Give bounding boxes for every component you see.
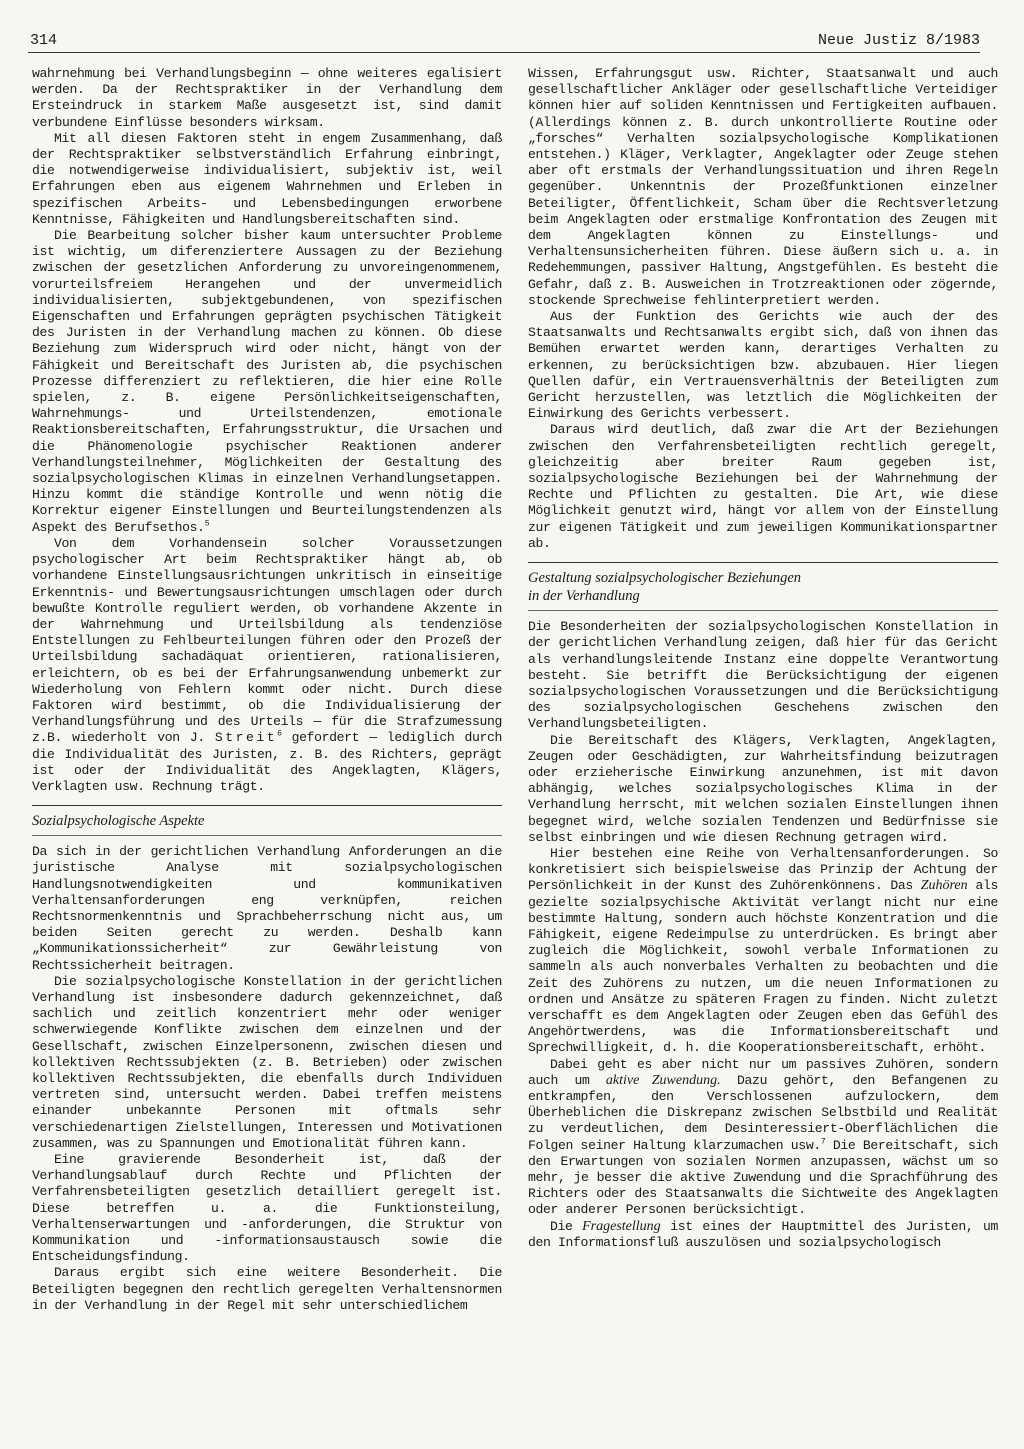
- journal-title: Neue Justiz 8/1983: [817, 32, 980, 49]
- paragraph: Die Besonderheiten der sozialpsychologischen Konstellation in der gerichtlichen Verhandlung zeigen, daß hier für das Gericht als verhandlungsleitende Instanz eine doppelte Verantwortung besteht. Sie betrifft die Berücksichtigung der eigenen sozialpsychologischen Voraussetzungen und die Berücksichtigung des sozialpsychologischen Geschehens zwischen den Verhandlungsbeteiligten.: [528, 619, 998, 732]
- section-heading: [528, 562, 998, 611]
- paragraph: Die sozialpsychologische Konstellation in der gerichtlichen Verhandlung ist insbesondere dadurch gekennzeichnet, daß sachlich und zeitlich konzentriert mehr oder weniger schwerwiegende Konflikte zwischen dem einzelnen und der Gesellschaft, zwischen Einzelpersonenn, zwischen diesen und kollektiven Rechtssubjekten (z. B. Betrieben) oder zwischen kollektiven Rechtssubjekten, die ebenfalls durch Individuen vertreten sind, untersucht werden. Dabei treffen meistens einander unbekannte Personen mit oftmals sehr verschiedenartigen Zielstellungen, Interessen und Motivationen zusammen, was zu Spannungen und Emotionalität führen kann.: [32, 973, 502, 1151]
- section-title: in der Verhandlung: [528, 588, 640, 605]
- right-column: [528, 66, 998, 1251]
- emphasis: Zuhören: [920, 878, 968, 894]
- paragraph: Mit all diesen Faktoren steht in engem Zusammenhang, daß der Rechtspraktiker selbstverständlich Erfahrung einbringt, die notwendigerweise individualisiert, subjektiv ist, weil Erfahrungen eben aus eigenem Wahrnehmen und Erleben in spezifischen Arbeits- und Lebensbedingungen erworbene Kenntnisse, Fähigkeiten und Handlungsbereitschaften sind.: [32, 130, 502, 227]
- left-column: [32, 66, 502, 1314]
- emphasis: Fragestellung: [582, 1218, 661, 1234]
- document-page: [28, 30, 999, 1430]
- footnote-ref: 7: [820, 1137, 826, 1147]
- paragraph: Da sich in der gerichtlichen Verhandlung Anforderungen an die juristische Analyse mit sozialpsychologischen Handlungsnotwendigkeiten und kommunikativen Verhaltensanforderungen eng verknüpfen, reichen Rechtsnormenkenntnis und Sprachbeherrschung nicht aus, um beiden Seiten gerecht zu werden. Deshalb kann „Kommunikationssicherheit“ zur Gewährleistung von Rechtssicherheit beitragen.: [32, 844, 502, 973]
- paragraph: Eine gravierende Besonderheit ist, daß der Verhandlungsablauf durch Rechte und Pflichten der Verfahrensbeteiligten gesetzlich detailliert geregelt ist. Diese betreffen u. a. die Funktionsteilung, Verhaltenserwartungen und -anforderungen, die Struktur von Kommunikation und -informationsaustausch sowie die Entscheidungsfindung.: [32, 1152, 502, 1265]
- paragraph: Von dem Vorhandensein solcher Voraussetzungen psychologischer Art beim Rechtspraktiker hängt ab, ob vorhandene Einstellungsausrichtungen unkritisch in einseitige Erkenntnis- und Bewertungsausrichtungen umschlagen oder durch bewußte Kontrolle reguliert werden, ob vorhandene Akzente in der Wahrnehmung und Urteilsbildung als tendenziöse Entstellungen zu Fehlbeurteilungen führen oder den Prozeß der Urteilsbildung sachadäquat orientieren, rationalisieren, erleichtern, ob es bei der Erfahrungsanwendung unbemerkt zur Wiederholung von Fehlern kommt oder nicht. Durch diese Faktoren wird bestimmt, ob die Individualisierung der Verhandlungsführung und des Urteils — für die Strafzumessung z.B. wiederholt von J. Streit$^6$ gefordert — lediglich durch die Individualität des Juristen, z. B. des Richters, geprägt ist oder der Individualität des Angeklagten, Klägers, Verklagten usw. Rechnung trägt.: [32, 535, 502, 794]
- paragraph: Daraus wird deutlich, daß zwar die Art der Beziehungen zwischen den Verfahrensbeteiligten rechtlich geregelt, gleichzeitig aber breiter Raum gegeben ist, sozialpsychologische Beziehungen bei der Wahrnehmung der Rechte und Pflichten zu gestalten. Die Art, wie diese Möglichkeit genutzt wird, hängt vor allem von der Einstellung zur eigenen Tätigkeit und zum jeweiligen Kommunikationspartner ab.: [528, 422, 998, 551]
- paragraph: wahrnehmung bei Verhandlungsbeginn — ohne weiteres egalisiert werden. Da der Rechtspraktiker in der Verhandlung dem Ersteindruck in starkem Maße ausgesetzt ist, sind damit verbundene Einflüsse besonders wirksam.: [32, 66, 502, 130]
- paragraph: Die Fragestellung ist eines der Hauptmittel des Juristen, um den Informationsfluß auszulösen und sozialpsychologisch: [528, 1218, 998, 1250]
- section-title: Sozialpsychologische Aspekte: [32, 813, 205, 830]
- emphasis: aktive Zuwendung.: [605, 1072, 721, 1088]
- footnote-ref: 5: [204, 519, 210, 529]
- paragraph: Aus der Funktion des Gerichts wie auch der des Staatsanwalts und Rechtsanwalts ergibt sich, daß von ihnen das Bemühen erwartet werden kann, derartiges Verhalten zu erkennen, zu berücksichtigen bzw. abzubauen. Hier liegen Quellen dafür, ein Vertrauensverhältnis der Beteiligten zum Gericht herzustellen, was letztlich die Möglichkeiten der Einwirkung des Gerichts verbessert.: [528, 309, 998, 422]
- page-header: [28, 30, 980, 53]
- paragraph: Daraus ergibt sich eine weitere Besonderheit. Die Beteiligten begegnen den rechtlich geregelten Verhaltensnormen in der Verhandlung in der Regel mit sehr unterschiedlichem: [32, 1265, 502, 1313]
- paragraph: Dabei geht es aber nicht nur um passives Zuhören, sondern auch um aktive Zuwendung. Dazu gehört, den Befangenen zu entkrampfen, den Verschlossenen aufzulockern, dem Überheblichen die Diskrepanz zwischen Selbstbild und Realität zu verdeutlichen, dem Desinteressiert-Oberflächlichen die Folgen seiner Haltung klarzumachen usw.$^7$ Die Bereitschaft, sich den Erwartungen von sozialen Normen anzupassen, wächst um so mehr, je besser die aktive Zuwendung und die Sprachführung des Richters oder des Staatsanwalts die Sichtweite des Angeklagten oder anderer Personen berücksichtigt.: [528, 1056, 999, 1218]
- author-name: Streit: [214, 730, 278, 746]
- footnote-ref: 6: [277, 729, 282, 739]
- section-title: Gestaltung sozialpsychologischer Beziehungen: [528, 570, 802, 587]
- page-number: 314: [30, 32, 58, 49]
- paragraph: Die Bearbeitung solcher bisher kaum untersuchter Probleme ist wichtig, um diferenziertere Aussagen zu der Beziehung zwischen der gesetzlichen Anforderung zu unvoreingenommenem, vorurteilsfreiem Herangehen und der unvermeidlich individualisierten, subjektgebundenen, von spezifischen Eigenschaften und Erfahrungen geprägten psychischen Tätigkeit des Juristen in der Verhandlung machen zu können. Ob diese Beziehung zum Widerspruch wird oder nicht, hängt von der Fähigkeit und Bereitschaft des Juristen ab, die psychischen Prozesse differenziert zu reflektieren, die hier eine Rolle spielen, z. B. eigene Persönlichkeitseigenschaften, Wahrnehmungs- und Urteilstendenzen, emotionale Reaktionsbereitschaften, Erfahrungsstruktur, die Ursachen und die Phänomenologie psychischer Reaktionen anderer Verhandlungsteilnehmer, Möglichkeiten der Gestaltung des sozialpsychologischen Klimas in einzelnen Verhandlungsetappen. Hinzu kommt die ständige Kontrolle und wenn nötig die Korrektur eigener Einstellungen und Beurteilungstendenzen als Aspekt des Berufsethos.$^5$: [32, 228, 502, 535]
- paragraph: Hier bestehen eine Reihe von Verhaltensanforderungen. So konkretisiert sich beispielsweise das Prinzip der Achtung der Persönlichkeit in der Kunst des Zuhörenkönnens. Das Zuhören als gezielte sozialpsychische Aktivität verlangt nicht nur eine bestimmte Haltung, sondern auch höchste Konzentration und die Fähigkeit, eigene Redeimpulse zu unterdrücken. Es bringt aber zugleich die Möglichkeit, sowohl verbale Informationen zu sammeln als auch nonverbales Verhalten zu beobachten und die Zeit des Zuhörens zu nutzen, um die neuen Informationen zu ordnen und Ansätze zu späteren Fragen zu finden. Nicht zuletzt verschafft es dem Angeklagten oder Zeugen eben das Gefühl des Angehörtwerdens, was die Informationsbereitschaft und Sprechwilligkeit, d. h. die Kooperationsbereitschaft, erhöht.: [528, 845, 998, 1056]
- paragraph: Die Bereitschaft des Klägers, Verklagten, Angeklagten, Zeugen oder Geschädigten, zur Wahrheitsfindung beizutragen oder erzieherische Einwirkung anzunehmen, ist mit davon abhängig, welches sozialpsychologisches Klima in der Verhandlung herrscht, mit welchen sozialen Einstellungen ihnen begegnet wird, welche sozialen Tendenzen und Bedürfnisse sie selbst einbringen und wie diesen Rechnung getragen wird.: [528, 732, 998, 845]
- section-heading: [32, 805, 502, 836]
- paragraph: Wissen, Erfahrungsgut usw. Richter, Staatsanwalt und auch gesellschaftlicher Ankläger oder gesellschaftliche Verteidiger können hier auf soliden Kenntnissen und Fertigkeiten aufbauen. (Allerdings können z. B. durch unkontrollierte Routine oder „forsches“ Verhalten sozialpsychologische Komplikationen entstehen.) Kläger, Verklagter, Angeklagter oder Zeuge stehen aber oft erstmals der Verhandlungssituation und ihren Regeln gegenüber. Unkenntnis der Prozeßfunktionen einzelner Beteiligter, Öffentlichkeit, Scham über die Rechtsverletzung beim Angeklagten oder erstmalige Konfrontation des Zeugen mit dem Angeklagten können zu Einstellungs- und Verhaltensunsicherheiten führen. Diese äußern sich u. a. in Redehemmungen, passiver Haltung, Angstgefühlen. Es besteht die Gefahr, daß z. B. Ausweichen in Trotzreaktionen oder zögernde, stockende Sprechweise fehlinterpretiert werden.: [528, 66, 998, 308]
